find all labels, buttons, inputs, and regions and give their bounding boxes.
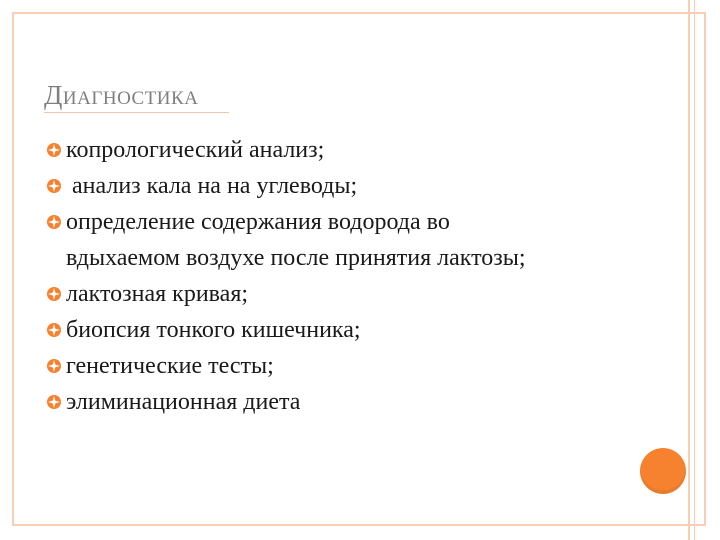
- list-item-text: элиминационная диета: [66, 389, 301, 415]
- list-item-text: определение содержания водорода во вдыхаемом воздухе после принятия лактозы;: [66, 209, 526, 271]
- list-item: [46, 168, 646, 204]
- decorative-orange-circle: [640, 448, 686, 494]
- right-vertical-rule-thin: [694, 0, 695, 540]
- list-item-text: биопсия тонкого кишечника;: [66, 317, 361, 343]
- orange-flower-bullet-icon: [46, 286, 62, 302]
- list-item: [46, 204, 646, 276]
- orange-flower-bullet-icon: [46, 394, 62, 410]
- list-item-text: копрологический анализ;: [66, 137, 325, 163]
- list-item-text: генетические тесты;: [66, 353, 274, 379]
- slide-title: [44, 82, 198, 109]
- right-vertical-rule: [688, 0, 690, 540]
- list-item: [46, 132, 646, 168]
- orange-flower-bullet-icon: [46, 358, 62, 374]
- title-underline: [44, 112, 229, 113]
- list-item: [46, 276, 646, 312]
- list-item: [46, 312, 646, 348]
- orange-flower-bullet-icon: [46, 214, 62, 230]
- orange-flower-bullet-icon: [46, 322, 62, 338]
- bullet-list: [46, 132, 646, 420]
- title-first-letter: Д: [44, 80, 63, 110]
- list-item-text: анализ кала на на углеводы;: [66, 173, 358, 199]
- orange-flower-bullet-icon: [46, 142, 62, 158]
- list-item: [46, 384, 646, 420]
- title-rest: ИАГНОСТИКА: [62, 88, 199, 109]
- orange-flower-bullet-icon: [46, 178, 62, 194]
- list-item-text: лактозная кривая;: [66, 281, 249, 307]
- list-item: [46, 348, 646, 384]
